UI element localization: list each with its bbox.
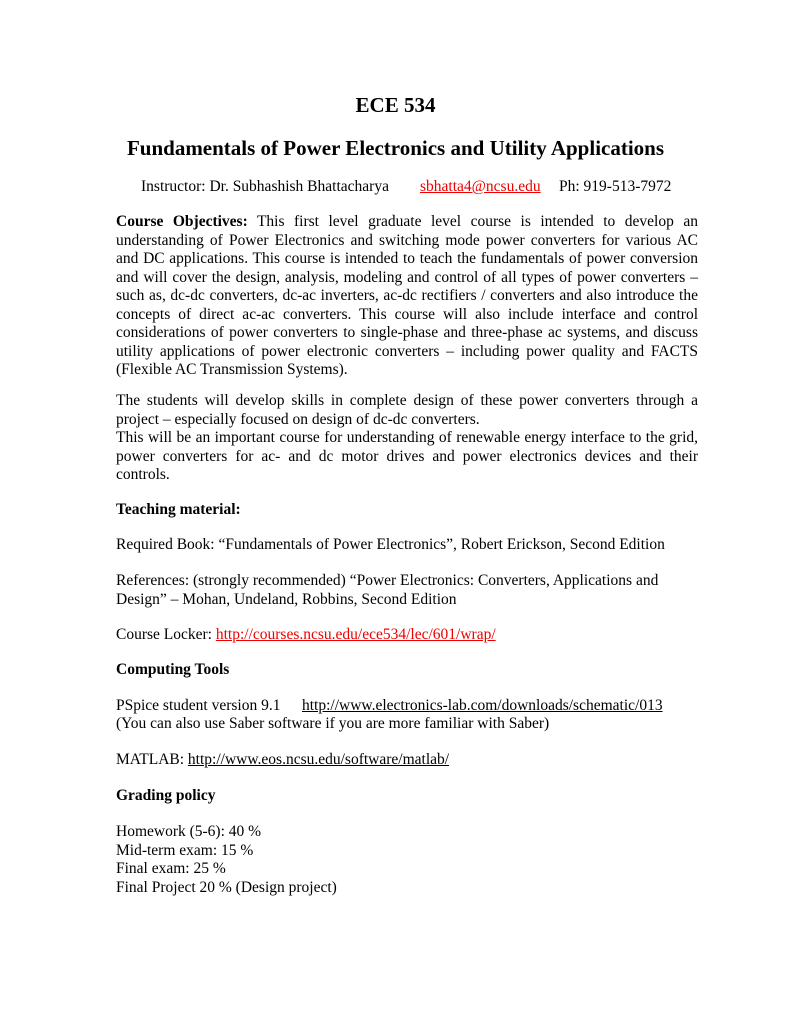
pspice-link[interactable]: http://www.electronics-lab.com/downloads/schematic/013 [302,697,663,714]
course-objectives-text: This first level graduate level course is intended to develop an understanding of Power Electronics and switching mode power converters for various AC and DC applications. This course is intended to teach the fundamentals of power conversion and will cover the design, analysis, modeling and control of all types of power converters – such as, dc-dc converters, dc-ac inverters, ac-dc rectifiers / converters and also introduce the concepts of direct ac-ac converters. This course will also include interface and control considerations of power converters to single-phase and three-phase ac systems, and discuss utility applications of power electronic converters – including power quality and FACTS (Flexible AC Transmission Systems). [116,213,698,378]
instructor-email-link[interactable]: sbhatta4@ncsu.edu [420,178,541,195]
grading-list [116,823,698,897]
required-book: Required Book: “Fundamentals of Power Electronics”, Robert Erickson, Second Edition [116,536,665,553]
grading-item-homework: Homework (5-6): 40 % [116,823,262,840]
instructor-line [141,178,741,197]
matlab-line [116,751,698,770]
pspice-label: PSpice student version 9.1 [116,697,281,714]
course-objectives-paragraph [116,213,698,380]
course-objectives-label: Course Objectives: [116,213,248,230]
pspice-line [116,697,716,716]
course-title: Fundamentals of Power Electronics and Utility Applications [126,136,665,160]
course-locker [116,626,698,645]
saber-note: (You can also use Saber software if you are more familiar with Saber) [116,715,550,732]
grading-item-final-project: Final Project 20 % (Design project) [116,878,337,896]
grading-item-final-exam: Final exam: 25 % [116,860,226,877]
instructor-phone: Ph: 919-513-7972 [559,178,672,195]
grading-item-midterm: Mid-term exam: 15 % [116,841,254,859]
references: References: (strongly recommended) “Power Electronics: Converters, Applications and Design” – Mohan, Undeland, Robbins, Second Edition [116,572,659,608]
course-locker-link[interactable]: http://courses.ncsu.edu/ece534/lec/601/wrap/ [215,626,496,643]
course-locker-label: Course Locker: [116,626,216,643]
skills-paragraph-2: This will be an important course for understanding of renewable energy interface to the grid, power converters for ac- and dc motor drives and power electronics devices and their controls. [116,429,698,483]
grading-policy-heading: Grading policy [116,787,216,804]
skills-paragraph-1: The students will develop skills in complete design of these power converters through a project – especially focused on design of dc-dc converters. [116,392,698,428]
matlab-link[interactable]: http://www.eos.ncsu.edu/software/matlab/ [187,751,450,768]
matlab-label: MATLAB: [116,751,188,768]
instructor-name: Instructor: Dr. Subhashish Bhattacharya [141,178,389,195]
computing-tools-heading: Computing Tools [116,661,230,678]
course-number: ECE 534 [355,93,436,117]
teaching-material-heading: Teaching material: [116,501,241,518]
